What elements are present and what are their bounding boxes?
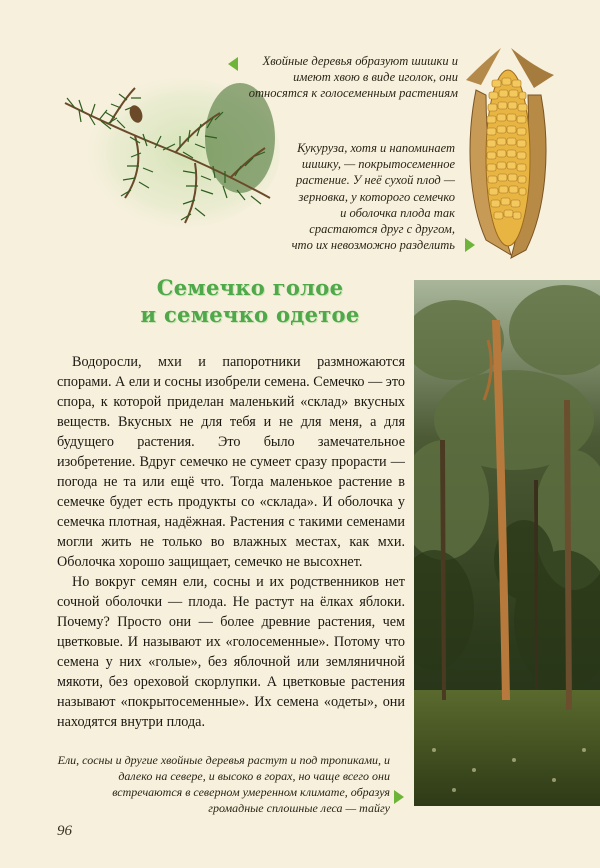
caption-conifers-text: Хвойные деревья образуют шишки и имеют хвою в виде иголок, они относятся к голосеменным растениям (248, 54, 458, 100)
spruce-branch-image (55, 78, 280, 238)
forest-photo (414, 280, 600, 806)
page-number: 96 (57, 823, 72, 839)
paragraph: Водоросли, мхи и папоротники размножаются спорами. А ели и сосны изобрели семена. Семечко — это спора, к которой приделан маленький «склад» вкусных веществ. Вкусных не для тебя и не для меня, а для будущего растения. Это было замечательное изобретение. Вдруг семечко не сумеет сразу прорасти — погода не та или ещё что. Тогда маленькое растение в семечке будет есть продукты со «склада». И оболочка у семечка плотная, надёжная. Растения с такими семенами могли жить не только во влажных местах, как мхи. Оболочка хорошо защищает, семечко не высохнет. (57, 354, 405, 570)
section-title-line1: Семечко голое (156, 275, 344, 300)
caption-conifers (236, 53, 458, 101)
section-title-line2: и семечко одетое (140, 302, 360, 327)
paragraph: Но вокруг семян ели, сосны и их родственников нет сочной оболочки — плода. Не растут на ёлках яблоки. Почему? Просто они — более древние растения, чем цветковые. И называют их «голосеменные». Потому что семена у них «голые», без яблочной или земляничной мякоти, без ореховой скорлупки. А цветковые растения называют «покрытосеменные». Их семена «одеты», они находятся внутри плода. (57, 574, 405, 730)
corn-cob-image (456, 40, 556, 262)
caption-corn-text: Кукуруза, хотя и напоминает шишку, — покрытосеменное растение. У неё сухой плод — зерновка, у которого семечко и оболочка плода так срастаются друг с другом, что их невозможно разделить (291, 141, 455, 253)
body-text (57, 352, 405, 732)
triangle-marker-icon (465, 238, 475, 252)
caption-taiga-text: Ели, сосны и другие хвойные деревья растут и под тропиками, и далеко на севере, и высоко в горах, но чаще всего они встречаются в северном умеренном климате, образуя громадные сплошные леса — тайгу (57, 753, 390, 815)
triangle-marker-icon (394, 790, 404, 804)
caption-corn (290, 140, 455, 253)
section-title (120, 274, 380, 328)
triangle-marker-icon (228, 57, 238, 71)
caption-taiga (57, 752, 390, 816)
